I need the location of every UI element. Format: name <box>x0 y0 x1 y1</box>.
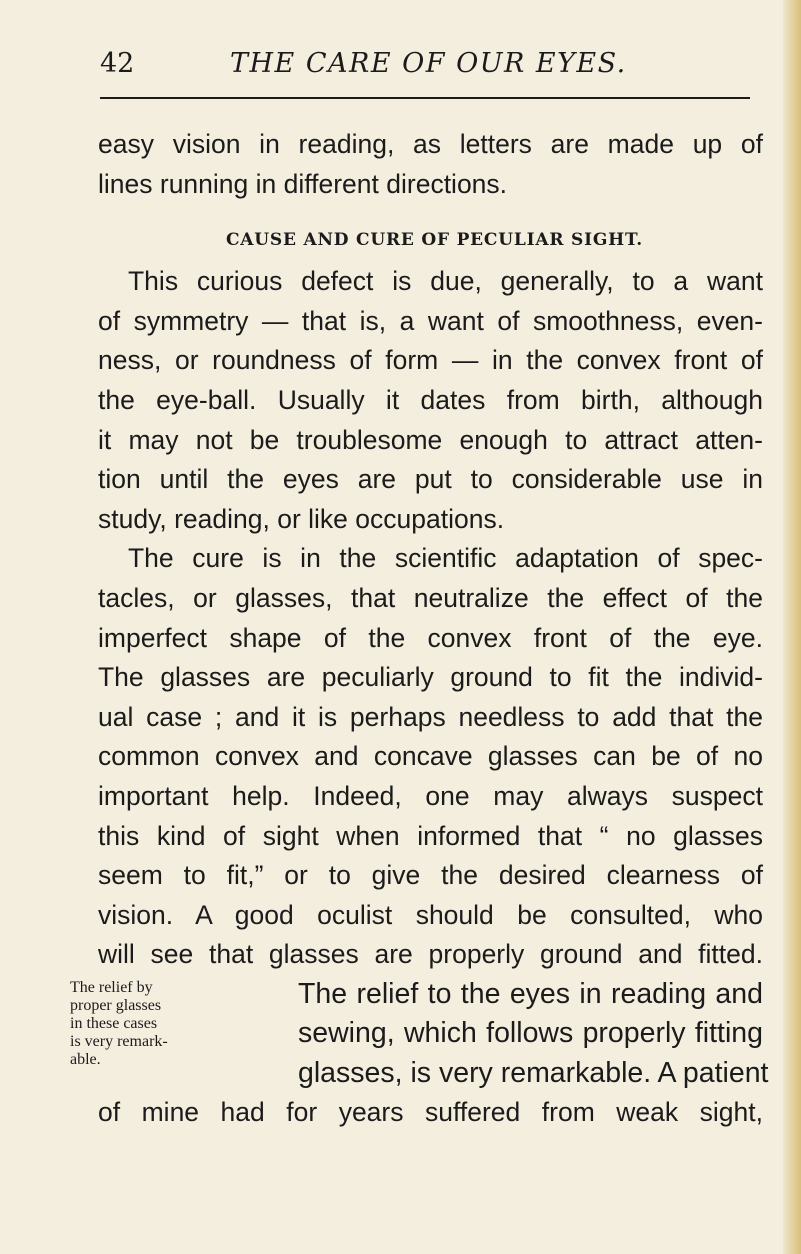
text-line: the eye-ball. Usually it dates from birth, although <box>98 384 763 415</box>
margin-note-block <box>70 975 769 1093</box>
text-line: The cure is in the scientific adaptation of spec- <box>128 543 763 574</box>
page-body <box>70 125 769 1132</box>
running-title: THE CARE OF OUR EYES. <box>230 48 627 79</box>
margin-note-line: in these cases <box>70 1014 158 1032</box>
text-line: this kind of sight when informed that “ no glasses <box>98 820 763 851</box>
margin-note-line: is very remark- <box>70 1032 168 1050</box>
page-header <box>100 48 750 88</box>
text-line: ness, or roundness of form — in the convex front of <box>98 345 763 376</box>
header-rule <box>100 97 750 99</box>
text-line: important help. Indeed, one may always suspect <box>98 780 763 811</box>
text-line: lines running in different directions. <box>98 168 508 199</box>
text-line: will see that glasses are properly ground and fitted. <box>98 939 763 970</box>
indented-paragraph <box>298 975 769 1094</box>
text-line: sewing, which follows properly fitting <box>298 1017 763 1050</box>
text-line: study, reading, or like occupations. <box>98 503 505 534</box>
text-line: common convex and concave glasses can be of no <box>98 741 763 772</box>
text-line: glasses, is very remarkable. A patient <box>298 1057 769 1090</box>
text-line: of symmetry — that is, a want of smoothness, even- <box>98 305 763 336</box>
margin-note-line: The relief by <box>70 978 153 996</box>
text-line: it may not be troublesome enough to attract atten- <box>98 424 763 455</box>
text-line: The relief to the eyes in reading and <box>298 977 763 1010</box>
margin-note-line: able. <box>70 1050 101 1068</box>
margin-note-line: proper glasses <box>70 996 162 1014</box>
text-line: easy vision in reading, as letters are made up of <box>98 129 763 159</box>
text-line: seem to fit,” or to give the desired clearness of <box>98 860 763 891</box>
text-line: of mine had for years suffered from weak sight, <box>98 1096 763 1127</box>
page-edge <box>783 0 801 1254</box>
margin-note <box>70 979 210 1069</box>
text-line: The glasses are peculiarly ground to fit the individ- <box>98 662 763 693</box>
text-line: tacles, or glasses, that neutralize the effect of the <box>98 582 763 613</box>
page-number: 42 <box>100 48 135 79</box>
text-line: vision. A good oculist should be consulted, who <box>98 899 763 930</box>
text-line: This curious defect is due, generally, to a want <box>128 266 763 297</box>
text-line: tion until the eyes are put to considerable use in <box>98 464 763 495</box>
section-heading: CAUSE AND CURE OF PECULIAR SIGHT. <box>225 230 644 251</box>
text-line: ual case ; and it is perhaps needless to add that the <box>98 701 763 732</box>
text-line: imperfect shape of the convex front of the eye. <box>98 622 763 653</box>
